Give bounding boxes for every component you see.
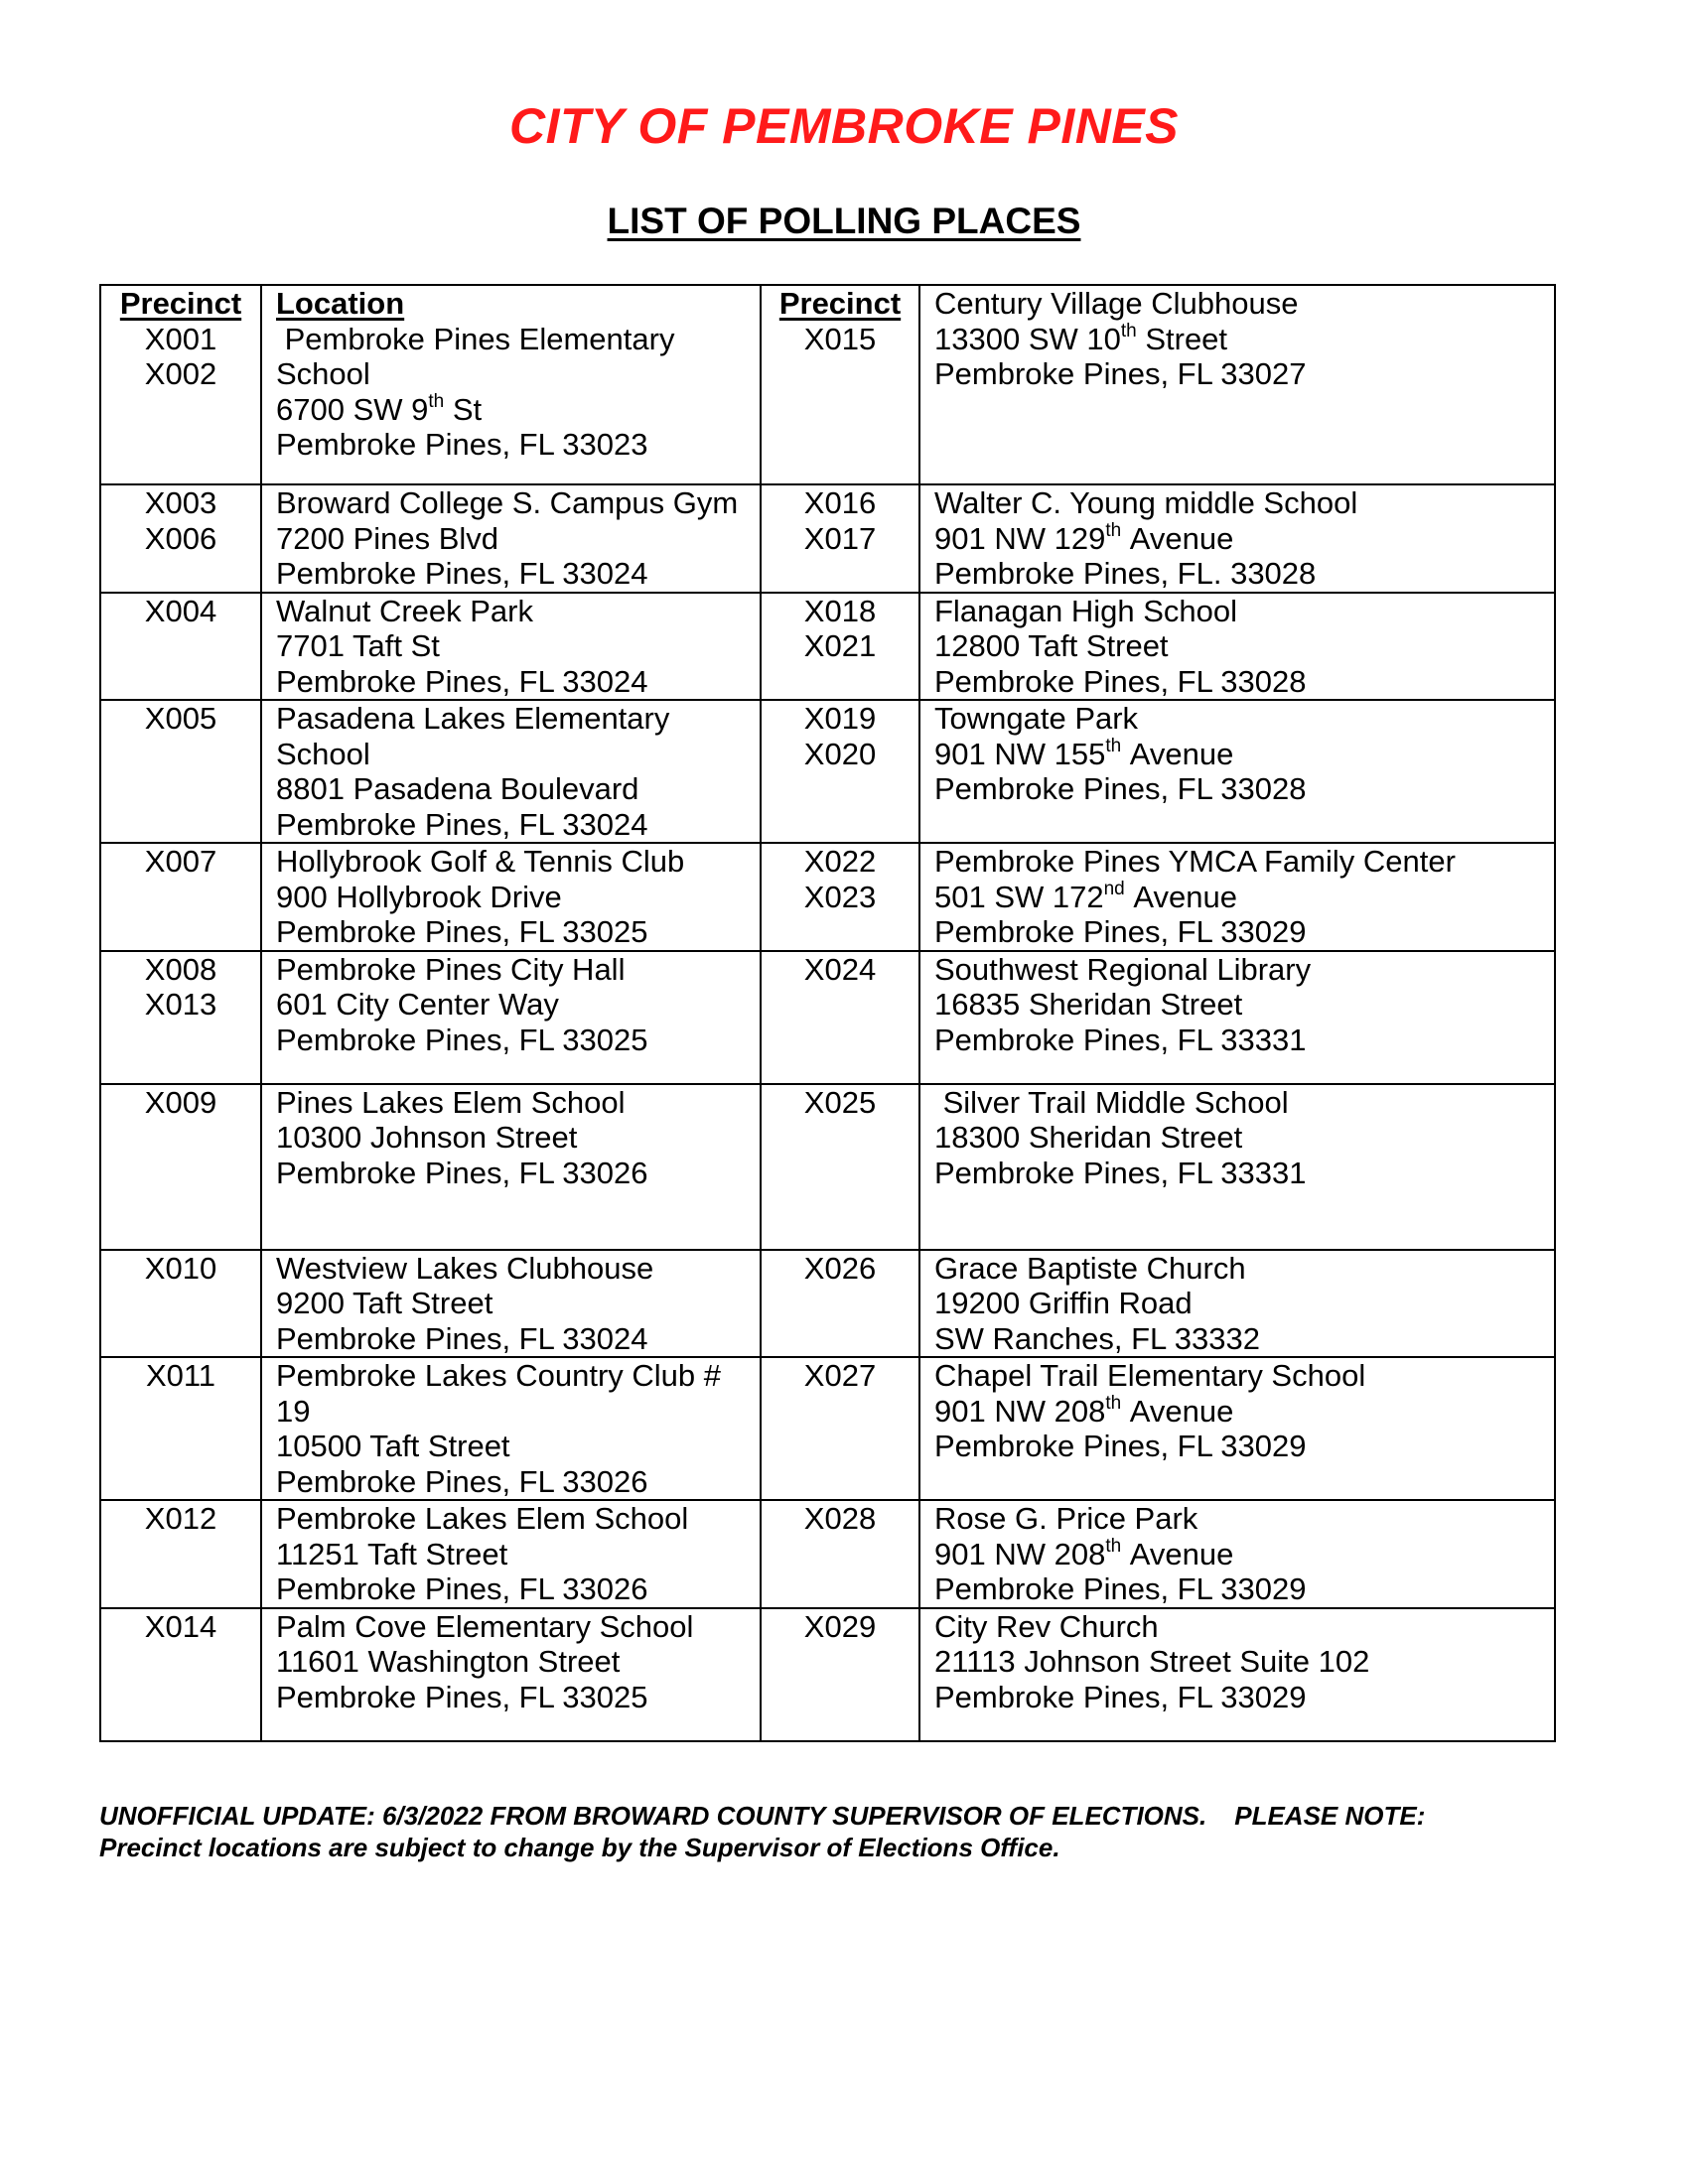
precinct-number: X011 [145,1358,216,1393]
location-line: Silver Trail Middle School [934,1084,1289,1120]
precinct-number: X005 [144,701,217,736]
precinct-number: X008 [144,951,217,987]
location-cell [261,1357,761,1500]
precinct-number: X007 [144,844,217,879]
location-line: Pembroke Pines, FL. 33028 [934,556,1317,591]
page-title: CITY OF PEMBROKE PINES [508,98,1180,154]
precinct-number: X024 [803,951,877,987]
location-cell [261,593,761,701]
table-row [100,1357,1555,1500]
precinct-number: X016 [803,485,877,520]
location-line: Pembroke Pines, FL 33026 [276,1571,648,1606]
location-line: Walnut Creek Park [276,593,533,628]
location-line: Pembroke Pines, FL 33024 [276,663,648,699]
precinct-number: X026 [803,1250,877,1286]
location-line: 19200 Griffin Road [934,1286,1193,1320]
location-line: Pembroke Pines, FL 33331 [934,1155,1307,1190]
location-cell [919,1608,1555,1741]
location-cell [919,1357,1555,1500]
polling-places-table [99,284,1556,1742]
location-header: Location [276,286,405,321]
page-subtitle: LIST OF POLLING PLACES [607,201,1081,241]
location-line: Pembroke Pines Elementary [276,321,675,356]
location-cell [261,285,761,484]
location-line: 7200 Pines Blvd [276,520,499,556]
location-line: Pembroke Pines, FL 33028 [934,663,1307,699]
table-row [100,1500,1555,1608]
location-line: 10300 Johnson Street [276,1120,578,1155]
location-line: School [276,356,370,391]
location-cell [919,593,1555,701]
precinct-number: X018 [803,593,877,628]
precinct-number: X022 [803,844,877,879]
location-cell [261,1084,761,1250]
location-line: Pembroke Pines, FL 33331 [934,1022,1307,1057]
location-line: Hollybrook Golf & Tennis Club [276,844,685,879]
precinct-number: X019 [803,701,877,736]
location-line: 501 SW 172nd Avenue [934,878,1237,914]
precinct-number: X028 [803,1501,877,1536]
location-cell [919,484,1555,593]
location-line: Towngate Park [934,701,1139,736]
precinct-number: X010 [144,1250,217,1286]
location-line: Pembroke Pines, FL 33029 [934,914,1307,949]
location-cell [261,843,761,951]
table-row [100,285,1555,484]
precinct-cell [761,1500,919,1608]
precinct-cell [761,1084,919,1250]
precinct-number: X025 [803,1084,877,1120]
footer-disclaimer: Precinct locations are subject to change by the Supervisor of Elections Office. [99,1833,1060,1862]
location-cell [919,1250,1555,1358]
location-cell [919,285,1555,484]
precinct-cell [761,1357,919,1500]
location-line: Pasadena Lakes Elementary [276,701,670,736]
location-line: 901 NW 129th Avenue [934,519,1234,556]
location-line: Pembroke Pines, FL 33026 [276,1155,648,1190]
location-cell [261,951,761,1084]
precinct-header: Precinct [778,286,902,321]
location-line: Broward College S. Campus Gym [276,485,739,520]
precinct-cell [761,1250,919,1358]
location-cell [261,484,761,593]
location-line: City Rev Church [934,1608,1159,1644]
location-line: 601 City Center Way [276,987,559,1022]
location-line: School [276,736,370,771]
location-cell [919,843,1555,951]
table-row [100,843,1555,951]
location-line: Pembroke Pines, FL 33023 [276,427,648,462]
location-line: 7701 Taft St [276,628,440,663]
location-line: 900 Hollybrook Drive [276,879,562,914]
precinct-cell [761,700,919,843]
footer-update-text: UNOFFICIAL UPDATE: 6/3/2022 FROM BROWARD COUNTY SUPERVISOR OF ELECTIONS. [99,1801,1207,1831]
precinct-cell [761,951,919,1084]
location-line: 18300 Sheridan Street [934,1120,1243,1155]
precinct-cell [761,484,919,593]
precinct-number: X029 [803,1608,877,1644]
precinct-number: X014 [144,1608,217,1644]
precinct-cell [100,1250,261,1358]
precinct-number: X027 [803,1358,877,1393]
precinct-number: X021 [803,628,877,663]
location-line: SW Ranches, FL 33332 [934,1320,1260,1356]
location-line: Walter C. Young middle School [934,485,1358,520]
location-line: Century Village Clubhouse [934,286,1299,321]
footer-please-note: PLEASE NOTE: [1234,1801,1426,1831]
location-line: Grace Baptiste Church [934,1250,1246,1286]
table-row [100,1250,1555,1358]
location-line: Flanagan High School [934,593,1238,628]
location-line: 19 [276,1393,311,1429]
location-line: Pembroke Pines, FL 33026 [276,1463,648,1499]
location-line: Pembroke Pines, FL 33028 [934,771,1307,806]
precinct-number: X013 [144,987,217,1022]
footer-note [99,1800,1589,1863]
precinct-cell [100,1500,261,1608]
precinct-cell [761,1608,919,1741]
location-line: 16835 Sheridan Street [934,987,1243,1022]
precinct-cell [100,285,261,484]
precinct-number: X009 [144,1084,217,1120]
precinct-cell [100,484,261,593]
precinct-number: X020 [803,736,877,771]
precinct-number: X023 [803,879,877,914]
location-cell [261,700,761,843]
table-row [100,700,1555,843]
precinct-number: X012 [144,1501,217,1536]
precinct-cell [100,1357,261,1500]
location-line: Pembroke Pines, FL 33024 [276,556,648,591]
location-cell [919,1500,1555,1608]
location-line: 10500 Taft Street [276,1429,510,1463]
location-cell [261,1250,761,1358]
location-line: 8801 Pasadena Boulevard [276,771,639,806]
precinct-cell [100,593,261,701]
location-line: Pembroke Pines, FL 33029 [934,1679,1307,1714]
location-line: Pembroke Pines, FL 33024 [276,1320,648,1356]
location-line: Southwest Regional Library [934,951,1312,987]
location-line: 21113 Johnson Street Suite 102 [934,1644,1370,1679]
location-line: Pines Lakes Elem School [276,1084,626,1120]
location-line: 13300 SW 10th Street [934,320,1228,356]
table-row [100,593,1555,701]
table-row [100,484,1555,593]
precinct-cell [761,843,919,951]
location-line: Pembroke Pines, FL 33024 [276,806,648,842]
precinct-header: Precinct [119,286,242,321]
precinct-cell [100,1084,261,1250]
location-line: Pembroke Lakes Country Club # [276,1358,722,1393]
location-line: Rose G. Price Park [934,1501,1198,1536]
precinct-number: X015 [803,321,877,356]
table-row [100,951,1555,1084]
location-line: Pembroke Pines YMCA Family Center [934,844,1456,879]
location-line: Pembroke Pines, FL 33029 [934,1571,1307,1606]
location-line: Pembroke Pines City Hall [276,951,626,987]
precinct-cell [100,700,261,843]
table-row [100,1608,1555,1741]
location-line: Pembroke Pines, FL 33025 [276,914,648,949]
location-line: Pembroke Lakes Elem School [276,1501,689,1536]
precinct-number: X001 [144,321,217,356]
location-cell [261,1608,761,1741]
location-line: 12800 Taft Street [934,628,1169,663]
location-line: 11251 Taft Street [276,1536,508,1571]
precinct-cell [100,951,261,1084]
location-cell [261,1500,761,1608]
location-line: Pembroke Pines, FL 33029 [934,1429,1307,1463]
precinct-cell [100,843,261,951]
location-line: Palm Cove Elementary School [276,1608,694,1644]
location-line: Westview Lakes Clubhouse [276,1250,654,1286]
location-line: 9200 Taft Street [276,1286,493,1320]
precinct-number: X004 [144,593,217,628]
location-line: Pembroke Pines, FL 33025 [276,1022,648,1057]
polling-places-body [100,285,1555,1741]
location-line: 901 NW 208th Avenue [934,1535,1234,1571]
location-cell [919,700,1555,843]
location-line: Pembroke Pines, FL 33027 [934,356,1307,391]
table-row [100,1084,1555,1250]
location-line: Chapel Trail Elementary School [934,1358,1366,1393]
precinct-number: X017 [803,520,877,556]
location-line: 901 NW 208th Avenue [934,1392,1234,1429]
location-line: 11601 Washington Street [276,1644,621,1679]
precinct-cell [100,1608,261,1741]
precinct-number: X003 [144,485,217,520]
location-line: Pembroke Pines, FL 33025 [276,1679,648,1714]
location-line: 901 NW 155th Avenue [934,735,1234,771]
location-line: 6700 SW 9th St [276,390,483,427]
precinct-number: X006 [144,520,217,556]
precinct-number: X002 [144,356,217,391]
precinct-cell [761,593,919,701]
precinct-cell [761,285,919,484]
location-cell [919,951,1555,1084]
location-cell [919,1084,1555,1250]
